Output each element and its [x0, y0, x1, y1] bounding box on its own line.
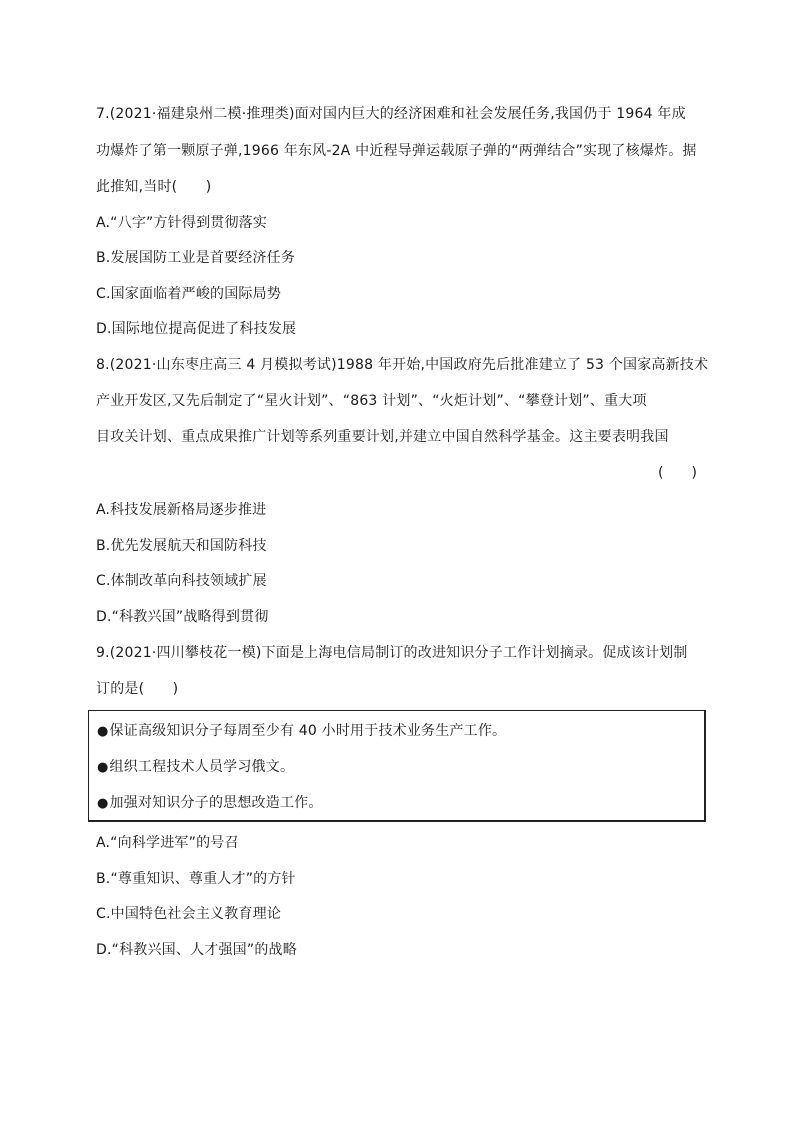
q9-stem-line-2: 订的是( )	[96, 681, 179, 697]
bullet-icon: ●	[97, 796, 109, 811]
q9-option-c: C.中国特色社会主义教育理论	[96, 906, 282, 922]
excerpt-item-text: 组织工程技术人员学习俄文。	[109, 759, 295, 775]
excerpt-item-text: 加强对知识分子的思想改造工作。	[109, 795, 323, 811]
q8-option-c: C.体制改革向科技领域扩展	[96, 573, 267, 589]
bullet-icon: ●	[97, 760, 109, 775]
q8-option-a: A.科技发展新格局逐步推进	[96, 502, 267, 518]
q9-option-d: D.“科教兴国、人才强国”的战略	[96, 942, 297, 958]
q9-excerpt-box	[88, 710, 706, 822]
excerpt-item-2	[97, 757, 294, 778]
q7-option-d: D.国际地位提高促进了科技发展	[96, 321, 297, 337]
bullet-icon: ●	[97, 724, 109, 739]
q8-option-d: D.“科教兴国”战略得到贯彻	[96, 609, 269, 625]
q8-stem-line-1: 8.(2021·山东枣庄高三 4 月模拟考试)1988 年开始,中国政府先后批准建立了 53 个国家高新技术	[96, 357, 709, 373]
q9-option-a: A.“向科学进军”的号召	[96, 835, 239, 851]
q7-option-c: C.国家面临着严峻的国际局势	[96, 286, 282, 302]
q8-answer-paren: ( )	[658, 465, 697, 481]
q9-option-b: B.“尊重知识、尊重人才”的方针	[96, 871, 296, 887]
q7-stem-line-1: 7.(2021·福建泉州二模·推理类)面对国内巨大的经济困难和社会发展任务,我国仍于 1964 年成	[96, 106, 686, 122]
excerpt-item-3	[97, 793, 323, 814]
q7-stem-line-2: 功爆炸了第一颗原子弹,1966 年东风-2A 中近程导弹运载原子弹的“两弹结合”实现了核爆炸。据	[96, 143, 697, 159]
q8-option-b: B.优先发展航天和国防科技	[96, 538, 267, 554]
q8-stem-line-2: 产业开发区,又先后制定了“星火计划”、“863 计划”、“火炬计划”、“攀登计划”、重大项	[96, 393, 647, 409]
excerpt-item-1	[97, 721, 506, 742]
q9-stem-line-1: 9.(2021·四川攀枝花一模)下面是上海电信局制订的改进知识分子工作计划摘录。促成该计划制	[96, 645, 688, 661]
q8-stem-line-3: 目攻关计划、重点成果推广计划等系列重要计划,并建立中国自然科学基金。这主要表明我国	[96, 429, 669, 445]
q7-stem-line-3: 此推知,当时( )	[96, 179, 212, 195]
q7-option-b: B.发展国防工业是首要经济任务	[96, 250, 296, 266]
q7-option-a: A.“八字”方针得到贯彻落实	[96, 215, 268, 231]
excerpt-item-text: 保证高级知识分子每周至少有 40 小时用于技术业务生产工作。	[109, 723, 507, 739]
